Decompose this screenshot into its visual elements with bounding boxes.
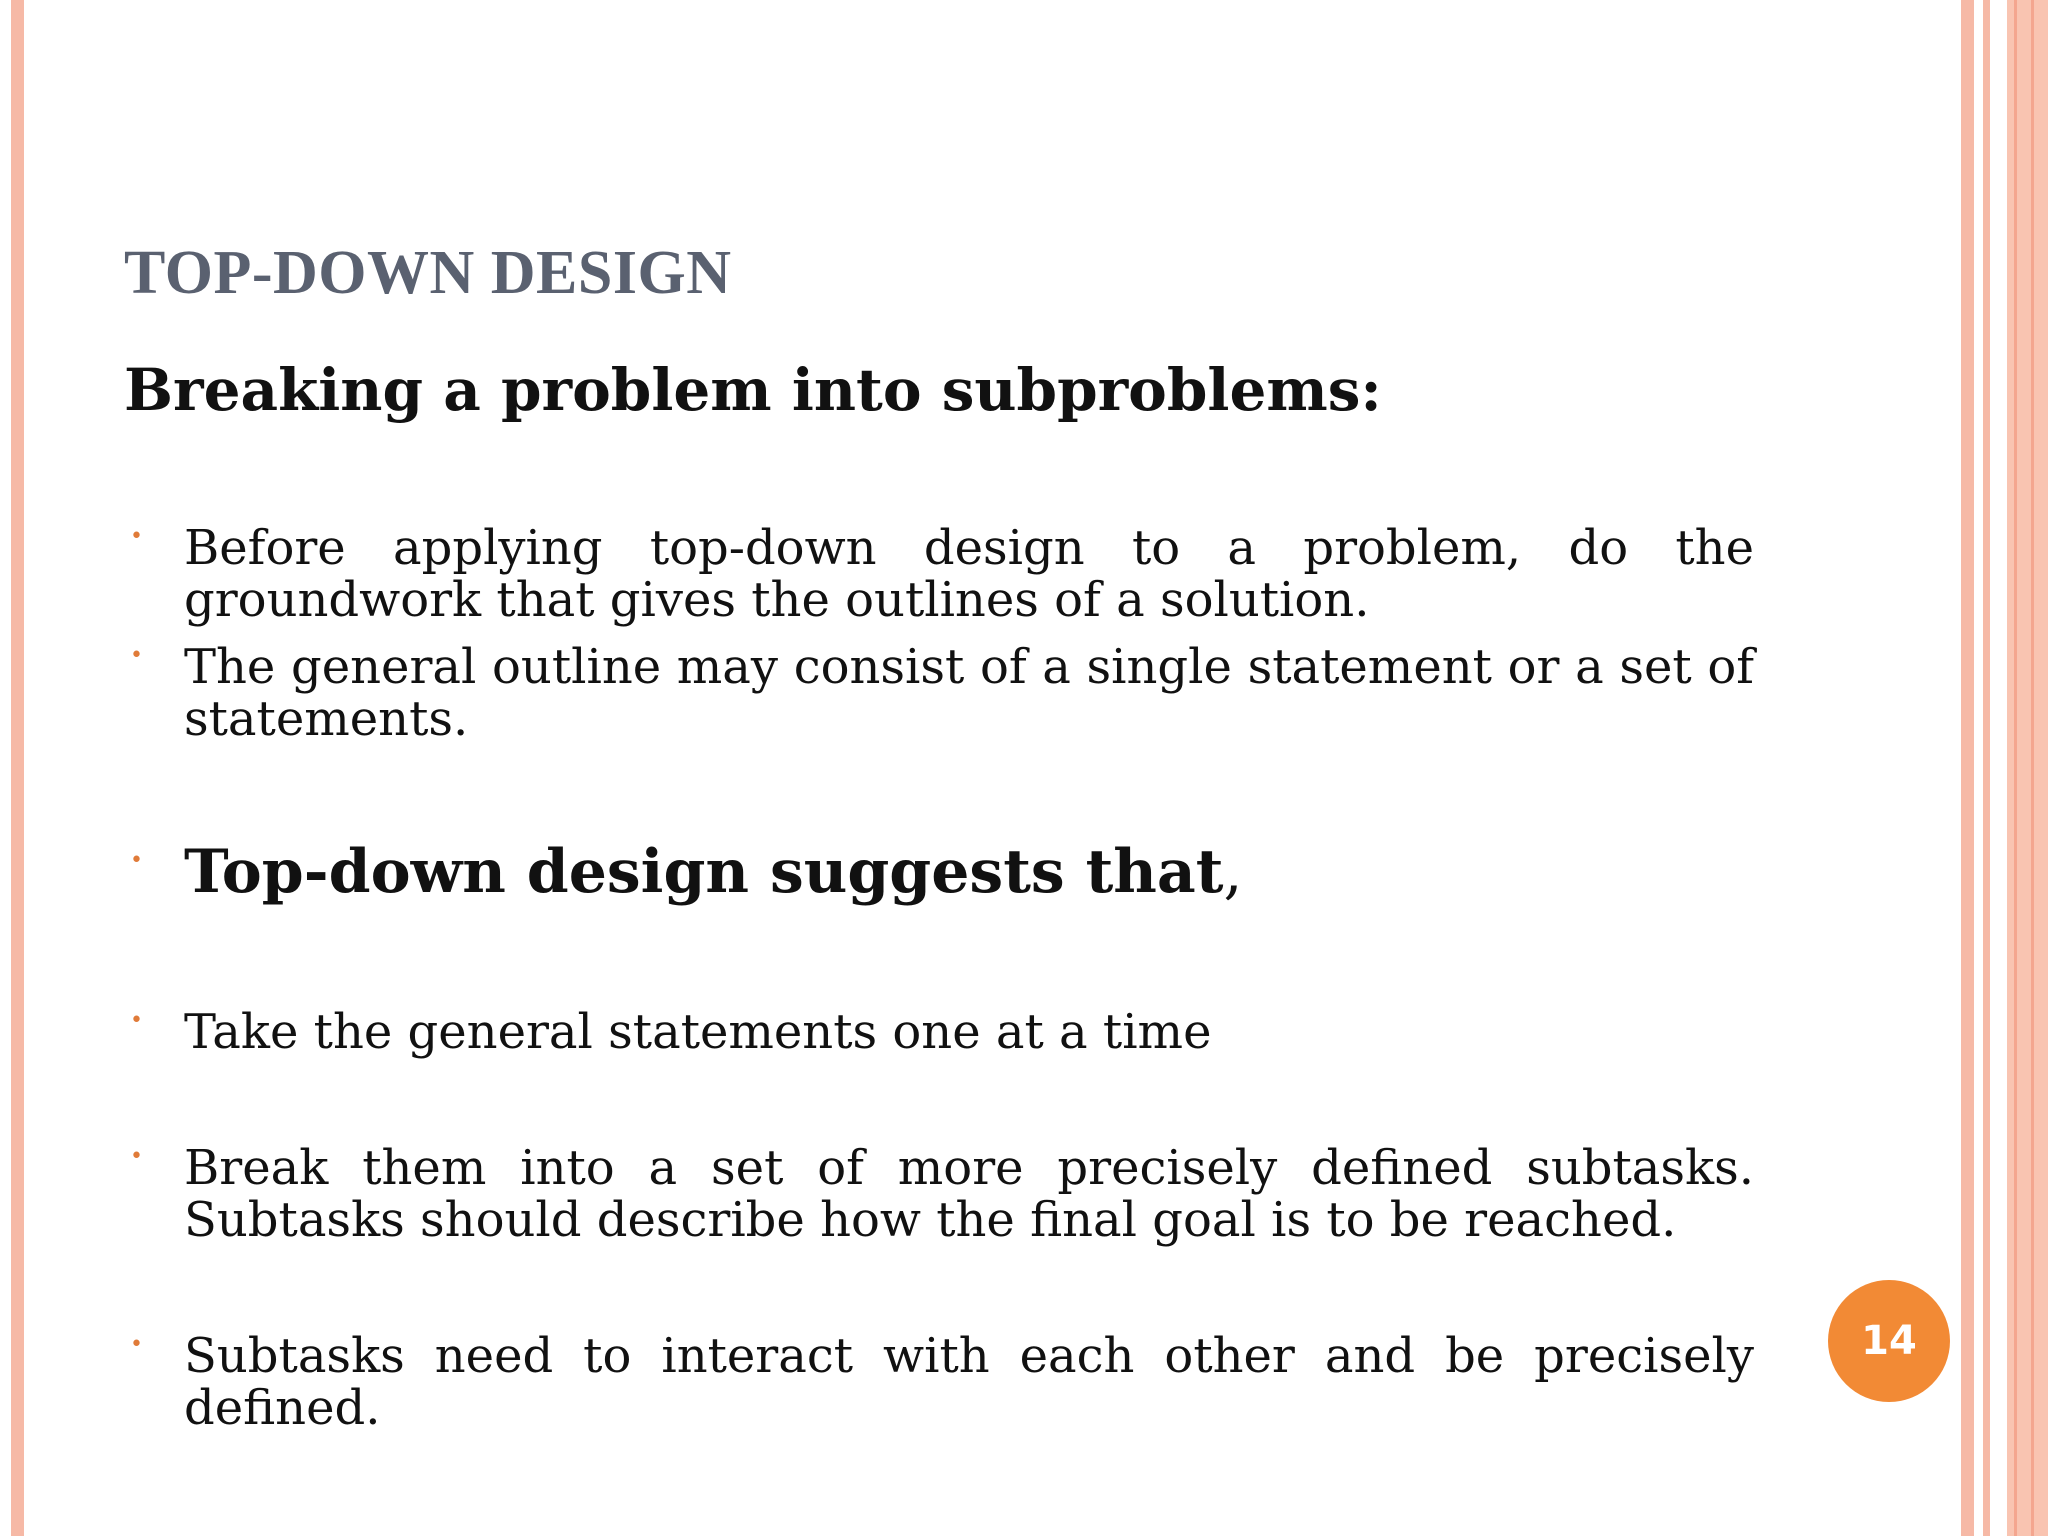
bullet-item: [130, 1328, 1754, 1436]
bullet-marker-icon: •: [130, 1332, 143, 1357]
bullet-marker-icon: •: [130, 1144, 143, 1169]
bullet-text: Take the general statements one at a time: [184, 1004, 1212, 1060]
slide-title: TOP-DOWN DESIGN: [124, 239, 732, 307]
bullet-marker-icon: •: [130, 1008, 143, 1033]
page-number-badge: 14: [1828, 1280, 1950, 1402]
right-decorative-stripe-1: [1961, 0, 1974, 1536]
bullet-text-tail: ,: [1223, 837, 1243, 907]
bullet-marker-icon: •: [130, 524, 143, 549]
right-decorative-stripe-line-a: [2014, 0, 2017, 1536]
bullet-text: Break them into a set of more precisely defined subtasks. Subtasks should describe how the final goal is to be reached.: [184, 1140, 1754, 1248]
bullet-text-bold: Top-down design suggests that: [184, 837, 1224, 907]
left-decorative-stripe: [11, 0, 24, 1536]
bullet-item: [130, 520, 1754, 628]
bullet-text: The general outline may consist of a single statement or a set of statements.: [184, 639, 1754, 747]
bullet-text: Before applying top-down design to a problem, do the groundwork that gives the outlines of a solution.: [184, 520, 1754, 628]
bullet-marker-icon: •: [130, 643, 143, 668]
slide-subtitle: Breaking a problem into subproblems:: [124, 356, 1382, 424]
bullet-item: [130, 1140, 1754, 1248]
right-decorative-stripe-2: [1983, 0, 1990, 1536]
bullet-item: [130, 837, 1754, 907]
bullet-text: Subtasks need to interact with each other and be precisely defined.: [184, 1328, 1754, 1436]
bullet-item: [130, 1004, 1754, 1060]
bullet-marker-icon: •: [130, 848, 143, 873]
right-decorative-stripe-line-b: [2031, 0, 2034, 1536]
bullet-item: [130, 639, 1754, 747]
